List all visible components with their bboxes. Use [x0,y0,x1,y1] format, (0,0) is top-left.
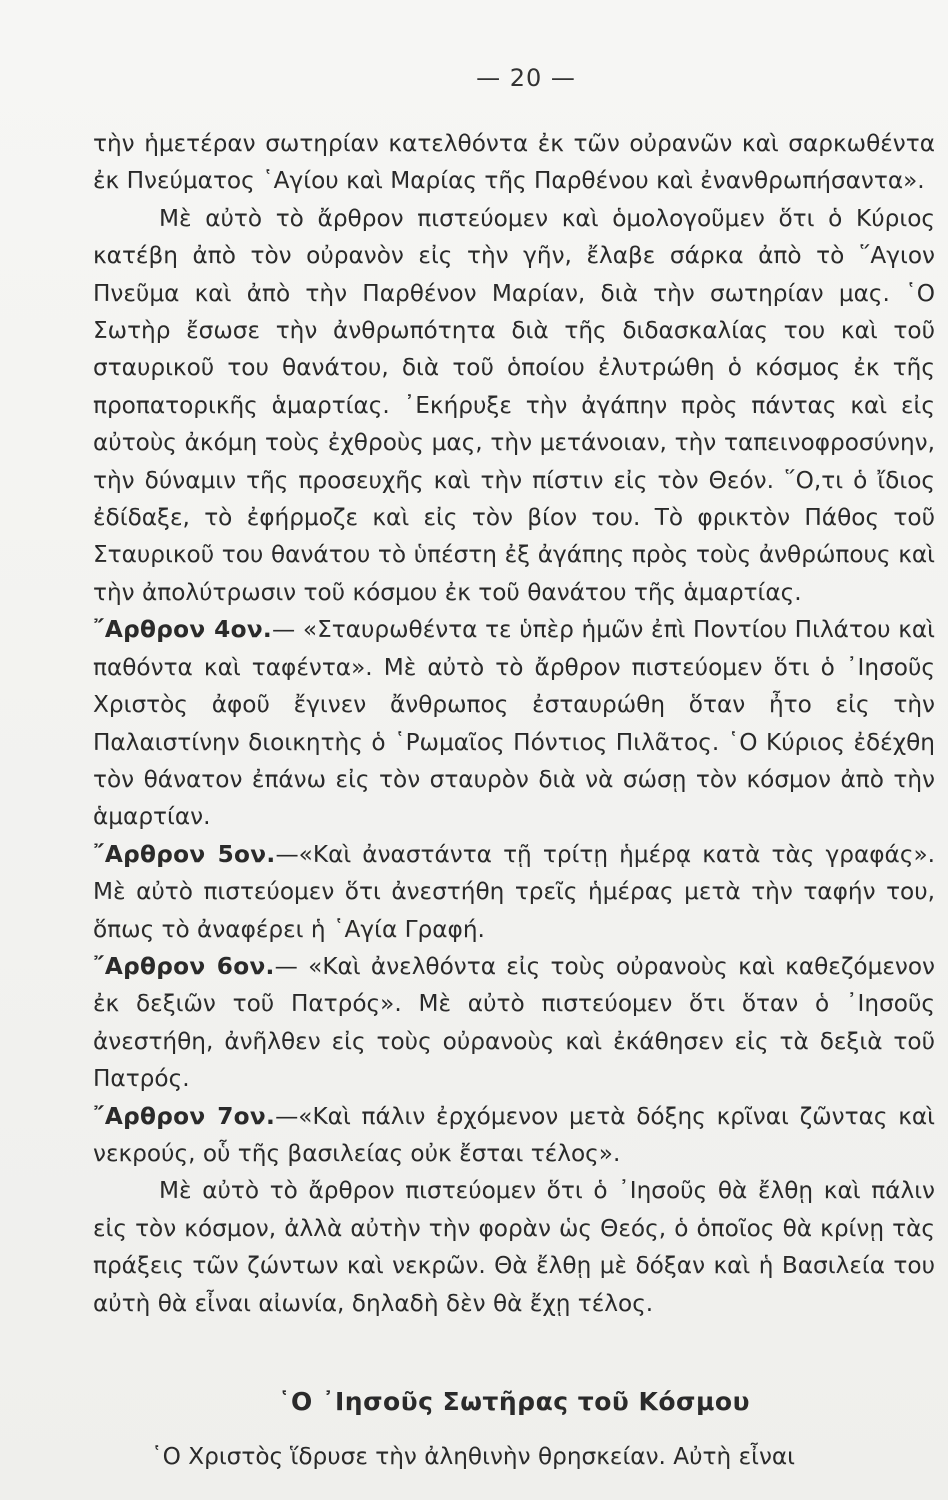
article-5-text: —«Καὶ ἀναστάντα τῇ τρίτῃ ἡμέρᾳ κατὰ τὰς γραφάς». Μὲ αὐτὸ πιστεύομεν ὅτι ἀνεστήθη τρεῖς ἡμέρας μετὰ τὴν ταφήν του, ὅπως τὸ ἀναφέρει ἡ ῾Αγία Γραφή. [93,840,936,943]
section-title: ῾Ο ᾿Ιησοῦς Σωτῆρας τοῦ Κόσμου [278,1387,750,1416]
page-number: — 20 — [476,64,576,92]
article-4-text: — «Σταυρωθέντα τε ὑπὲρ ἡμῶν ἐπὶ Ποντίου Πιλάτου καὶ παθόντα καὶ ταφέντα». Μὲ αὐτὸ τὸ ἄρθρον πιστεύομεν ὅτι ὁ ᾿Ιησοῦς Χριστὸς ἀφοῦ ἔγινεν ἄνθρωπος ἐσταυρώθη ὅταν ἦτο εἰς τὴν Παλαιστίνην διοικητὴς ὁ ῾Ρωμαῖος Πόντιος Πιλᾶτος. ῾Ο Κύριος ἐδέχθη τὸν θάνατον ἐπάνω εἰς τὸν σταυρὸν διὰ νὰ σώσῃ τὸν κόσμον ἀπὸ τὴν ἁμαρτίαν. [93,616,935,831]
article-6-text: — «Καὶ ἀνελθόντα εἰς τοὺς οὐρανοὺς καὶ καθεζόμενον ἐκ δεξιῶν τοῦ Πατρός». Μὲ αὐτὸ πιστεύομεν ὅτι ὅταν ὁ ᾿Ιησοῦς ἀνεστήθη, ἀνῆλθεν εἰς τοὺς οὐρανοὺς καὶ ἐκάθησεν εἰς τὰ δεξιὰ τοῦ Πατρός. [93,952,935,1093]
article-7-text: —«Καὶ πάλιν ἐρχόμενον μετὰ δόξης κρῖναι ζῶντας καὶ νεκρούς, οὗ τῆς βασιλείας οὐκ ἔσται τέλος». [93,1102,935,1167]
paragraph-second-coming: Μὲ αὐτὸ τὸ ἄρθρον πιστεύομεν ὅτι ὁ ᾿Ιησοῦς θὰ ἔλθῃ καὶ πάλιν εἰς τὸν κόσμον, ἀλλὰ αὐτὴν τὴν φορὰν ὡς Θεός, ὁ ὁποῖος θὰ κρίνῃ τὰς πράξεις τῶν ζώντων καὶ νεκρῶν. Θὰ ἔλθῃ μὲ δόξαν καὶ ἡ Βασιλεία του αὐτὴ θὰ εἶναι αἰωνία, δηλαδὴ δὲν θὰ ἔχῃ τέλος. [93,1177,935,1317]
article-6-heading: ῎Αρθρον 6ον. [93,952,275,980]
paragraph-article-6 [93,948,935,1098]
paragraph-creed-continuation: τὴν ἡμετέραν σωτηρίαν κατελθόντα ἐκ τῶν οὐρανῶν καὶ σαρκωθέντα ἐκ Πνεύματος ῾Αγίου καὶ Μαρίας τῆς Παρθένου καὶ ἐνανθρωπήσαντα». [93,130,935,195]
section-opening-line: ῾Ο Χριστὸς ἵδρυσε τὴν ἀληθινὴν θρησκείαν. Αὐτὴ εἶναι [151,1443,796,1470]
paragraph-article-7 [93,1098,935,1173]
article-5-heading: ῎Αρθρον 5ον. [93,840,276,868]
body-text [93,125,935,1322]
article-4-heading: ῎Αρθρον 4ον. [93,616,273,644]
paragraph-article-5 [93,836,935,948]
paragraph-incarnation-explanation: Μὲ αὐτὸ τὸ ἄρθρον πιστεύομεν καὶ ὁμολογοῦμεν ὅτι ὁ Κύριος κατέβη ἀπὸ τὸν οὐρανὸν εἰς τὴν γῆν, ἔλαβε σάρκα ἀπὸ τὸ ῞Αγιον Πνεῦμα καὶ ἀπὸ τὴν Παρθένον Μαρίαν, διὰ τὴν σωτηρίαν μας. ῾Ο Σωτὴρ ἔσωσε τὴν ἀνθρωπότητα διὰ τῆς διδασκαλίας του καὶ τοῦ σταυρικοῦ του θανάτου, διὰ τοῦ ὁποίου ἐλυτρώθη ὁ κόσμος ἐκ τῆς προπατορικῆς ἁμαρτίας. ᾿Εκήρυξε τὴν ἀγάπην πρὸς πάντας καὶ εἰς αὐτοὺς ἀκόμη τοὺς ἐχθροὺς μας, τὴν μετάνοιαν, τὴν ταπεινοφροσύνην, τὴν δύναμιν τῆς προσευχῆς καὶ τὴν πίστιν εἰς τὸν Θεόν. ῞Ο,τι ὁ ἴδιος ἐδίδαξε, τὸ ἐφήρμοζε καὶ εἰς τὸν βίον του. Τὸ φρικτὸν Πάθος τοῦ Σταυρικοῦ του θανάτου τὸ ὑπέστη ἐξ ἀγάπης πρὸς τοὺς ἀνθρώπους καὶ τὴν ἀπολύτρωσιν τοῦ κόσμου ἐκ τοῦ θανάτου τῆς ἁμαρτίας. [93,204,935,606]
article-7-heading: ῎Αρθρον 7ον. [93,1102,276,1130]
paragraph-article-4 [93,611,935,835]
